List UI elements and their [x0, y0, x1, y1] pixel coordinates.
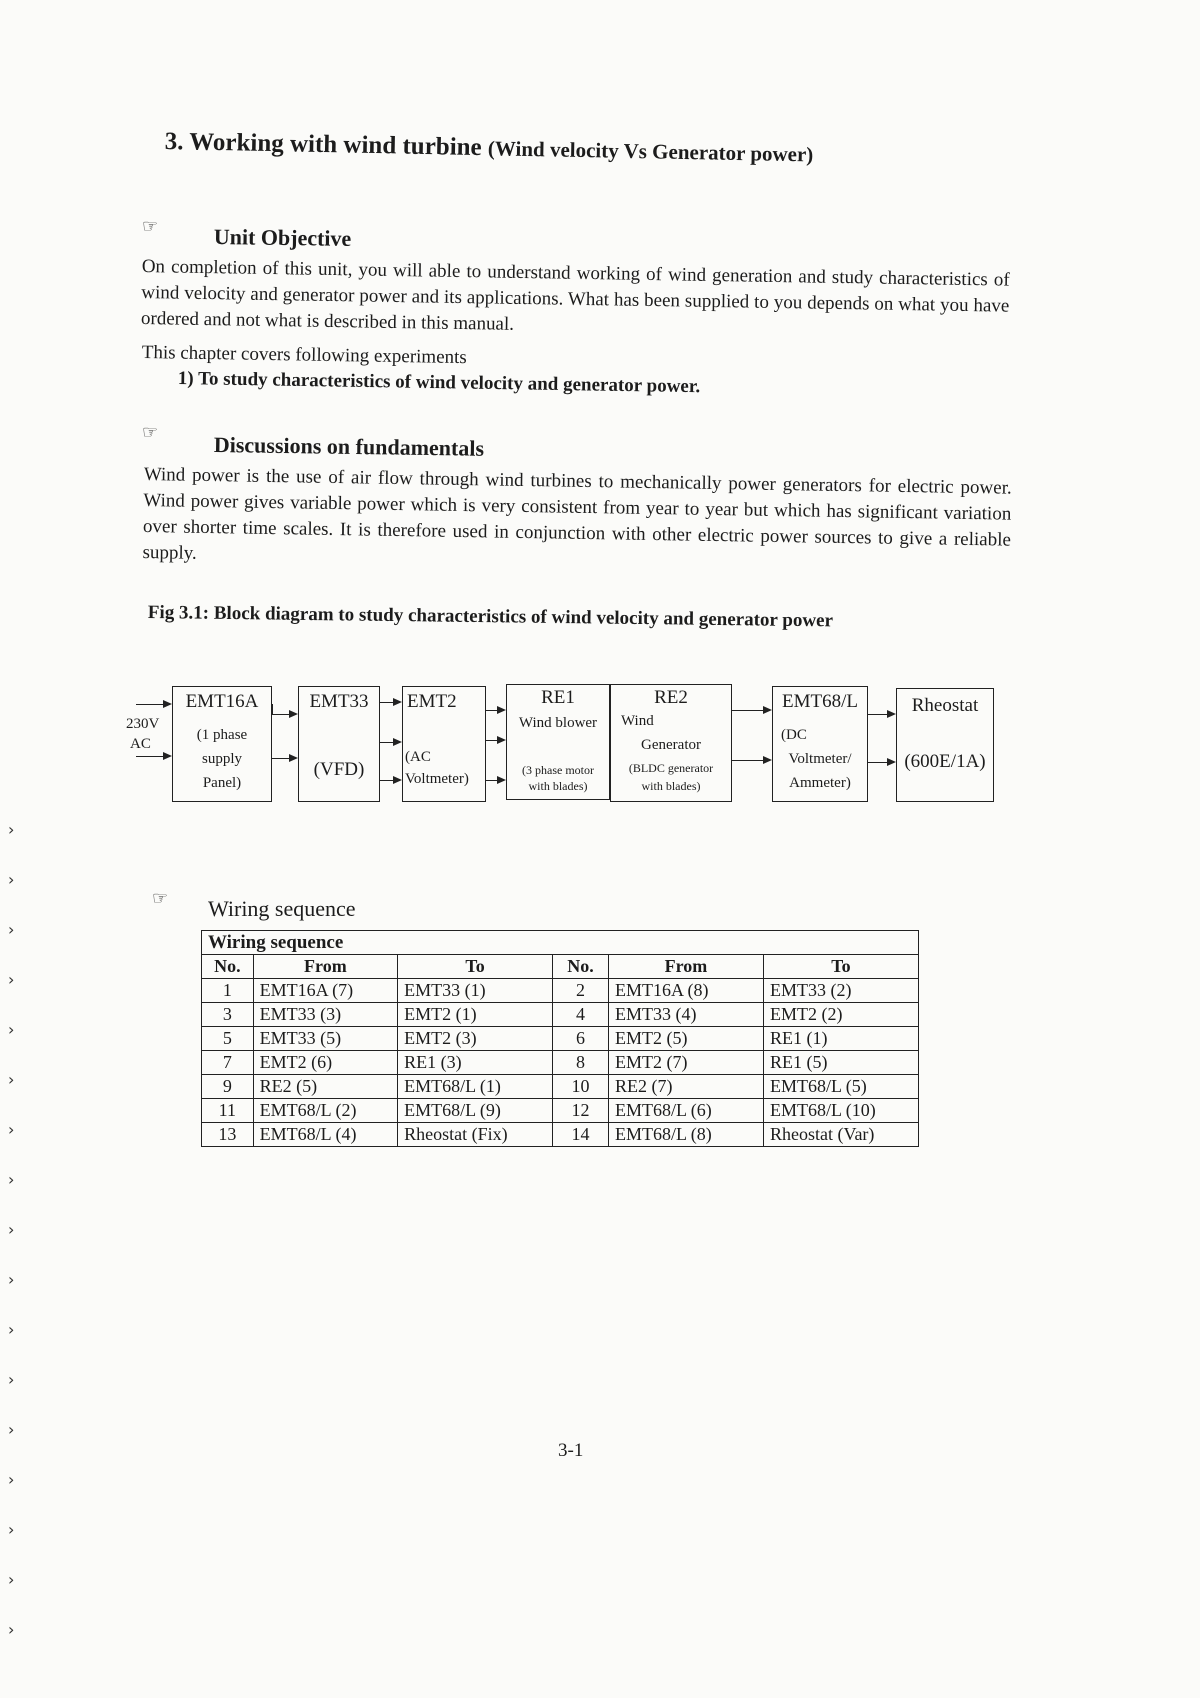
binding-hole: ›	[8, 1470, 15, 1489]
cell-no: 12	[553, 1099, 609, 1123]
block-emt16a	[172, 686, 272, 802]
cell-from: EMT33 (4)	[608, 1003, 763, 1027]
cell-to: RE1 (3)	[398, 1051, 553, 1075]
cell-no: 14	[553, 1123, 609, 1147]
cell-from: EMT2 (5)	[608, 1027, 763, 1051]
connector-arrow	[272, 758, 296, 759]
binding-hole: ›	[8, 970, 15, 989]
cell-no: 5	[202, 1027, 254, 1051]
connector-arrow	[380, 742, 400, 743]
block-line: Wind	[621, 713, 654, 729]
block-line: with blades)	[528, 779, 588, 793]
block-line: Generator	[641, 737, 701, 753]
page-title	[164, 128, 813, 168]
connector-line	[272, 704, 273, 714]
block-line: (VFD)	[313, 759, 365, 780]
cell-no: 4	[553, 1003, 609, 1027]
block-diagram	[118, 684, 1008, 806]
cell-to: EMT68/L (10)	[763, 1099, 918, 1123]
binding-hole: ›	[8, 1520, 15, 1539]
cell-no: 7	[202, 1051, 254, 1075]
block-rheostat	[896, 688, 994, 802]
discussion-heading: Discussions on fundamentals	[213, 432, 485, 461]
header-from: From	[253, 955, 397, 979]
block-title: RE1	[541, 687, 575, 708]
block-title: EMT68/L	[782, 691, 858, 712]
block-title: RE2	[654, 687, 688, 708]
wiring-table	[201, 930, 919, 1147]
cell-from: RE2 (7)	[608, 1075, 763, 1099]
block-line: (3 phase motor	[522, 763, 594, 777]
table-row	[202, 1051, 919, 1075]
title-main: 3. Working with wind turbine	[164, 128, 482, 162]
cell-from: EMT68/L (6)	[608, 1099, 763, 1123]
cell-to: Rheostat (Fix)	[398, 1123, 553, 1147]
pointing-hand-icon: ☞	[142, 216, 159, 237]
cell-no: 1	[202, 979, 254, 1003]
cell-from: EMT68/L (8)	[608, 1123, 763, 1147]
table-header-row	[202, 955, 919, 979]
wiring-heading: Wiring sequence	[208, 896, 356, 921]
cell-from: EMT2 (6)	[253, 1051, 397, 1075]
block-re1	[506, 684, 610, 800]
table-caption-row	[202, 931, 919, 955]
header-to: To	[398, 955, 553, 979]
experiment-item: 1) To study characteristics of wind velocity and generator power.	[177, 368, 701, 398]
input-label-ac: AC	[130, 736, 151, 752]
connector-arrow	[486, 710, 504, 711]
cell-from: EMT16A (7)	[253, 979, 397, 1003]
cell-to: Rheostat (Var)	[763, 1123, 918, 1147]
binding-hole: ›	[8, 1620, 15, 1639]
binding-hole: ›	[8, 820, 15, 839]
objective-paragraph: On completion of this unit, you will able to understand working of wind generation and study characteristics of wind velocity and generator power and its applications. What has been supplied to you depends on what you have ordered and not what is described in this manual.	[140, 255, 1010, 335]
header-no: No.	[202, 955, 254, 979]
cell-to: RE1 (1)	[763, 1027, 918, 1051]
title-sub: (Wind velocity Vs Generator power)	[487, 136, 814, 167]
binding-hole: ›	[8, 1420, 15, 1439]
cell-no: 11	[202, 1099, 254, 1123]
connector-arrow	[486, 780, 504, 781]
block-title: EMT33	[309, 691, 369, 712]
binding-hole: ›	[8, 1570, 15, 1589]
cell-to: EMT2 (1)	[398, 1003, 553, 1027]
binding-hole: ›	[8, 1070, 15, 1089]
input-arrow-2	[136, 756, 170, 757]
input-label-voltage: 230V	[126, 716, 160, 732]
cell-to: RE1 (5)	[763, 1051, 918, 1075]
binding-hole: ›	[8, 1270, 15, 1289]
binding-hole: ›	[8, 1020, 15, 1039]
cell-from: EMT33 (3)	[253, 1003, 397, 1027]
block-re2	[610, 684, 732, 802]
binding-hole: ›	[8, 920, 15, 939]
block-emt33	[298, 686, 380, 802]
block-line: Voltmeter/	[788, 751, 852, 767]
block-emt68l	[772, 686, 868, 802]
block-line: (1 phase	[196, 727, 248, 743]
page-number: 3-1	[558, 1440, 584, 1461]
binding-hole: ›	[8, 1120, 15, 1139]
pointing-hand-icon: ☞	[152, 888, 169, 909]
cell-to: EMT33 (2)	[763, 979, 918, 1003]
cell-no: 13	[202, 1123, 254, 1147]
block-line: (BLDC generator	[628, 761, 714, 775]
cell-from: EMT2 (7)	[608, 1051, 763, 1075]
block-line: Panel)	[202, 775, 242, 791]
cell-to: EMT68/L (1)	[398, 1075, 553, 1099]
table-caption: Wiring sequence	[202, 931, 919, 955]
connector-arrow	[380, 780, 400, 781]
binding-hole: ›	[8, 1370, 15, 1389]
block-line: Voltmeter)	[405, 771, 469, 787]
figure-caption: Fig 3.1: Block diagram to study characteristics of wind velocity and generator power	[147, 602, 834, 632]
block-line: supply	[201, 751, 242, 767]
header-from: From	[608, 955, 763, 979]
discussion-paragraph: Wind power is the use of air flow through wind turbines to mechanically power generators for electric power. Wind power gives variable power which is very consistent from year to year but which has significant variation over shorter time scales. It is therefore used in conjunction with other electric power sources to give a reliable supply.	[142, 463, 1012, 564]
cell-no: 9	[202, 1075, 254, 1099]
input-arrow-1	[136, 704, 170, 705]
cell-to: EMT68/L (5)	[763, 1075, 918, 1099]
block-emt2	[402, 686, 486, 802]
block-line: (600E/1A)	[904, 751, 986, 772]
cell-from: EMT16A (8)	[608, 979, 763, 1003]
connector-arrow	[868, 762, 894, 763]
block-line: Ammeter)	[789, 775, 851, 791]
header-to: To	[763, 955, 918, 979]
objective-heading: Unit Objective	[213, 224, 352, 251]
connector-arrow	[732, 710, 770, 711]
binding-hole: ›	[8, 1320, 15, 1339]
table-row	[202, 1099, 919, 1123]
objective-paragraph-2: This chapter covers following experiments	[141, 341, 467, 369]
cell-no: 8	[553, 1051, 609, 1075]
table-row	[202, 1075, 919, 1099]
block-title: EMT16A	[185, 691, 259, 712]
cell-to: EMT2 (2)	[763, 1003, 918, 1027]
cell-from: EMT33 (5)	[253, 1027, 397, 1051]
table-row	[202, 1003, 919, 1027]
binding-hole: ›	[8, 1170, 15, 1189]
table-row	[202, 1123, 919, 1147]
cell-to: EMT33 (1)	[398, 979, 553, 1003]
block-line: with blades)	[641, 779, 701, 793]
block-line: Wind blower	[518, 715, 598, 731]
cell-from: EMT68/L (4)	[253, 1123, 397, 1147]
binding-hole: ›	[8, 1220, 15, 1239]
block-line: (DC	[781, 727, 807, 743]
binding-hole: ›	[8, 870, 15, 889]
cell-no: 6	[553, 1027, 609, 1051]
block-line: (AC	[405, 749, 431, 765]
connector-arrow	[868, 714, 894, 715]
pointing-hand-icon: ☞	[142, 422, 159, 443]
cell-from: RE2 (5)	[253, 1075, 397, 1099]
connector-arrow	[486, 740, 504, 741]
connector-arrow	[732, 760, 770, 761]
cell-to: EMT2 (3)	[398, 1027, 553, 1051]
table-row	[202, 1027, 919, 1051]
connector-arrow	[380, 702, 400, 703]
cell-from: EMT68/L (2)	[253, 1099, 397, 1123]
cell-no: 3	[202, 1003, 254, 1027]
cell-no: 2	[553, 979, 609, 1003]
cell-no: 10	[553, 1075, 609, 1099]
table-row	[202, 979, 919, 1003]
header-no: No.	[553, 955, 609, 979]
cell-to: EMT68/L (9)	[398, 1099, 553, 1123]
connector-arrow	[272, 714, 296, 715]
block-title: Rheostat	[911, 695, 979, 716]
block-title: EMT2	[407, 691, 457, 712]
